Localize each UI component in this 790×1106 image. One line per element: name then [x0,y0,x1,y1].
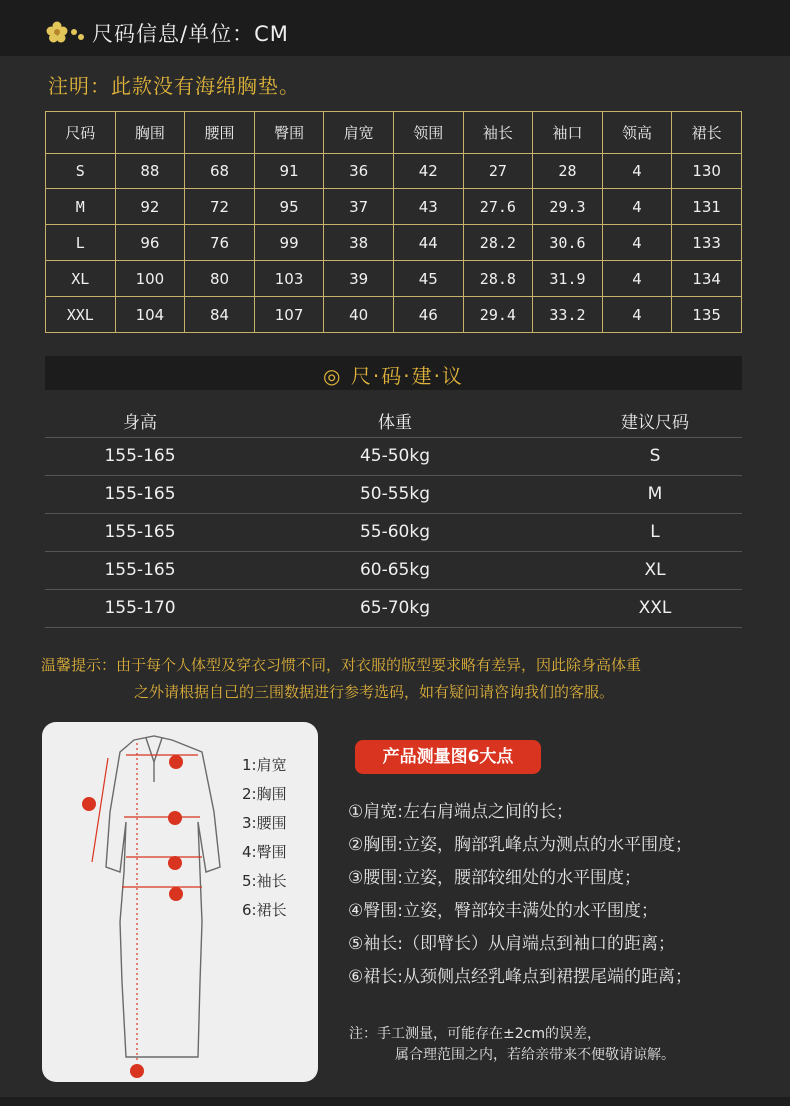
table-cell: 133 [672,225,742,261]
table-cell: 91 [254,153,324,189]
footnote-line-2: 属合理范围之内，若给亲带来不便敬请谅解。 [395,1047,675,1063]
recommend-title: ◎ 尺·码·建·议 [323,364,464,388]
table-cell: 45 [393,261,463,297]
table-cell: 95 [254,189,324,225]
size-table [45,111,742,333]
measure-points-badge: 产品测量图6大点 [355,740,541,774]
table-cell: 33.2 [533,297,603,333]
recommend-header-row [45,400,742,438]
table-cell: L [650,522,660,542]
table-cell: 50-55kg [359,484,431,504]
table-cell: 36 [324,153,394,189]
table-cell: 104 [115,297,185,333]
diagram-label-length: 6:裙长 [242,901,287,919]
table-cell: 45-50kg [359,446,431,466]
diagram-label-sleeve: 5:袖长 [242,872,287,890]
table-cell: S [649,446,661,466]
table-cell: 84 [185,297,255,333]
table-cell: 28 [533,153,603,189]
header-cell: 裙长 [672,112,742,154]
table-cell: 65-70kg [359,598,431,618]
table-row [45,552,742,590]
table-cell: 4 [602,189,672,225]
header-cell: 腰围 [185,112,255,154]
header-cell: 袖口 [533,112,603,154]
table-row [46,297,742,333]
table-cell: 27 [463,153,533,189]
table-row [46,189,742,225]
table-cell: XXL [46,297,116,333]
diagram-label-hip: 4:臀围 [242,843,287,861]
measure-item: ⑥裙长:从颈侧点经乳峰点到裙摆尾端的距离； [348,967,692,987]
table-cell: 37 [324,189,394,225]
table-cell: 4 [602,297,672,333]
table-cell: 99 [254,225,324,261]
table-cell: 30.6 [533,225,603,261]
recommend-title-bar [45,356,742,390]
table-cell: 80 [185,261,255,297]
table-row [45,438,742,476]
table-cell: 43 [393,189,463,225]
table-cell: 40 [324,297,394,333]
table-cell: 100 [115,261,185,297]
header-cell: 建议尺码 [621,413,689,433]
tip-line-2: 之外请根据自己的三围数据进行参考选码，如有疑问请咨询我们的客服。 [134,683,615,701]
table-cell: 107 [254,297,324,333]
recommend-table [45,400,742,628]
table-cell: 31.9 [533,261,603,297]
table-cell: 155-165 [104,522,176,542]
table-row [45,590,742,628]
table-cell: 88 [115,153,185,189]
table-row [46,153,742,189]
table-cell: XXL [638,598,672,618]
table-cell: 42 [393,153,463,189]
table-cell: 28.8 [463,261,533,297]
table-cell: 4 [602,153,672,189]
table-cell: 155-165 [104,484,176,504]
measure-item: ③腰围:立姿，腰部较细处的水平围度； [348,868,641,888]
header-cell: 领围 [393,112,463,154]
diagram-label-chest: 2:胸围 [242,785,287,803]
table-cell: 134 [672,261,742,297]
table-row [45,476,742,514]
header-cell: 肩宽 [324,112,394,154]
note-text: 注明：此款没有海绵胸垫。 [48,74,300,98]
table-cell: 130 [672,153,742,189]
header-cell: 领高 [602,112,672,154]
table-cell: XL [46,261,116,297]
table-cell: 72 [185,189,255,225]
table-cell: 29.4 [463,297,533,333]
table-cell: 155-165 [104,446,176,466]
measurement-diagram-panel [42,722,318,1082]
measure-item: ①肩宽:左右肩端点之间的长； [348,802,573,822]
header-cell: 胸围 [115,112,185,154]
table-cell: M [46,189,116,225]
table-cell: 60-65kg [359,560,431,580]
header-cell: 身高 [123,413,157,433]
table-cell: 155-165 [104,560,176,580]
measure-item: ②胸围:立姿，胸部乳峰点为测点的水平围度； [348,835,692,855]
header-cell: 体重 [378,413,412,433]
table-cell: 46 [393,297,463,333]
table-cell: 55-60kg [359,522,431,542]
table-cell: S [46,153,116,189]
diagram-label-shoulder: 1:肩宽 [242,756,287,774]
table-cell: 39 [324,261,394,297]
table-cell: 76 [185,225,255,261]
diagram-label-waist: 3:腰围 [242,814,287,832]
size-table-header [46,112,742,154]
table-cell: 68 [185,153,255,189]
measure-item: ④臀围:立姿，臀部较丰满处的水平围度； [348,901,658,921]
table-cell: 38 [324,225,394,261]
petal-icon [70,26,86,42]
header-cell: 尺码 [46,112,116,154]
table-cell: 103 [254,261,324,297]
table-cell: 155-170 [104,598,176,618]
table-cell: 131 [672,189,742,225]
tip-line-1: 温馨提示：由于每个人体型及穿衣习惯不同，对衣服的版型要求略有差异，因此除身高体重 [41,656,642,674]
table-cell: 96 [115,225,185,261]
flower-icon [46,21,68,43]
page-title: 尺码信息/单位：CM [92,22,289,46]
table-cell: 4 [602,261,672,297]
header-cell: 臀围 [254,112,324,154]
table-cell: 92 [115,189,185,225]
table-cell: M [647,484,663,504]
table-cell: 44 [393,225,463,261]
table-cell: 28.2 [463,225,533,261]
table-cell: 135 [672,297,742,333]
table-cell: XL [644,560,666,580]
table-cell: 29.3 [533,189,603,225]
table-cell: 27.6 [463,189,533,225]
measure-item: ⑤袖长:（即臂长）从肩端点到袖口的距离； [348,934,675,954]
table-cell: 4 [602,225,672,261]
bottom-strip [0,1097,790,1106]
footnote-line-1: 注：手工测量，可能存在±2cm的误差， [349,1026,601,1042]
table-cell: L [46,225,116,261]
table-row [45,514,742,552]
table-row [46,261,742,297]
table-row [46,225,742,261]
header-cell: 袖长 [463,112,533,154]
